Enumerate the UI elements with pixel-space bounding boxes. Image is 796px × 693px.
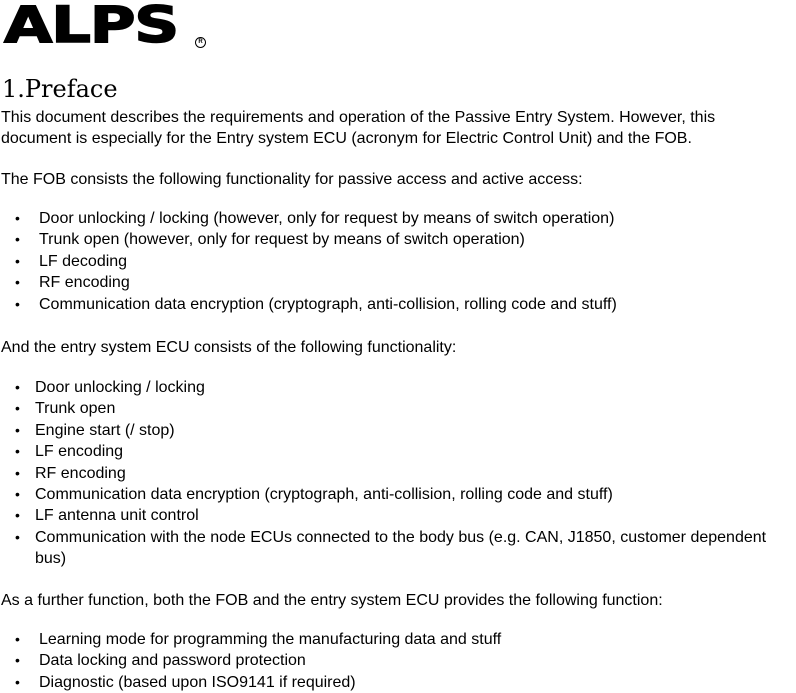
- company-logo: ALPS: [4, 0, 179, 54]
- fob-functionality-list: [39, 208, 617, 315]
- list-item: • LF decoding: [39, 251, 617, 272]
- list-item: • RF encoding: [35, 463, 775, 484]
- preface-line-2: document is especially for the Entry system ECU (acronym for Electric Control Unit) and the FOB.: [1, 130, 692, 147]
- list-item: • LF encoding: [35, 441, 775, 462]
- list-item: • Communication data encryption (cryptograph, anti-collision, rolling code and stuff): [39, 294, 617, 315]
- list-item: • Door unlocking / locking: [35, 377, 775, 398]
- preface-line-1: This document describes the requirements and operation of the Passive Entry System. However, this: [1, 109, 716, 126]
- list-item: • Learning mode for programming the manufacturing data and stuff: [39, 629, 501, 650]
- list-item: • Trunk open: [35, 398, 775, 419]
- list-item: • Data locking and password protection: [39, 650, 501, 671]
- list-item: • Communication with the node ECUs connected to the body bus (e.g. CAN, J1850, customer dependent bus): [35, 527, 775, 570]
- fob-intro: The FOB consists the following functionality for passive access and active access:: [1, 171, 583, 188]
- list-item: • LF antenna unit control: [35, 505, 775, 526]
- list-item: • Door unlocking / locking (however, only for request by means of switch operation): [39, 208, 617, 229]
- list-item: • Diagnostic (based upon ISO9141 if required): [39, 672, 501, 693]
- list-item: • RF encoding: [39, 272, 617, 293]
- section-heading: 1.Preface: [2, 75, 118, 103]
- ecu-intro: And the entry system ECU consists of the following functionality:: [1, 339, 457, 356]
- list-item: • Communication data encryption (cryptograph, anti-collision, rolling code and stuff): [35, 484, 775, 505]
- registered-mark: R: [195, 37, 206, 48]
- ecu-functionality-list: [35, 377, 775, 570]
- further-function-list: [39, 629, 501, 693]
- list-item: • Engine start (/ stop): [35, 420, 775, 441]
- further-function-intro: As a further function, both the FOB and the entry system ECU provides the following function:: [1, 592, 663, 609]
- list-item: • Trunk open (however, only for request by means of switch operation): [39, 229, 617, 250]
